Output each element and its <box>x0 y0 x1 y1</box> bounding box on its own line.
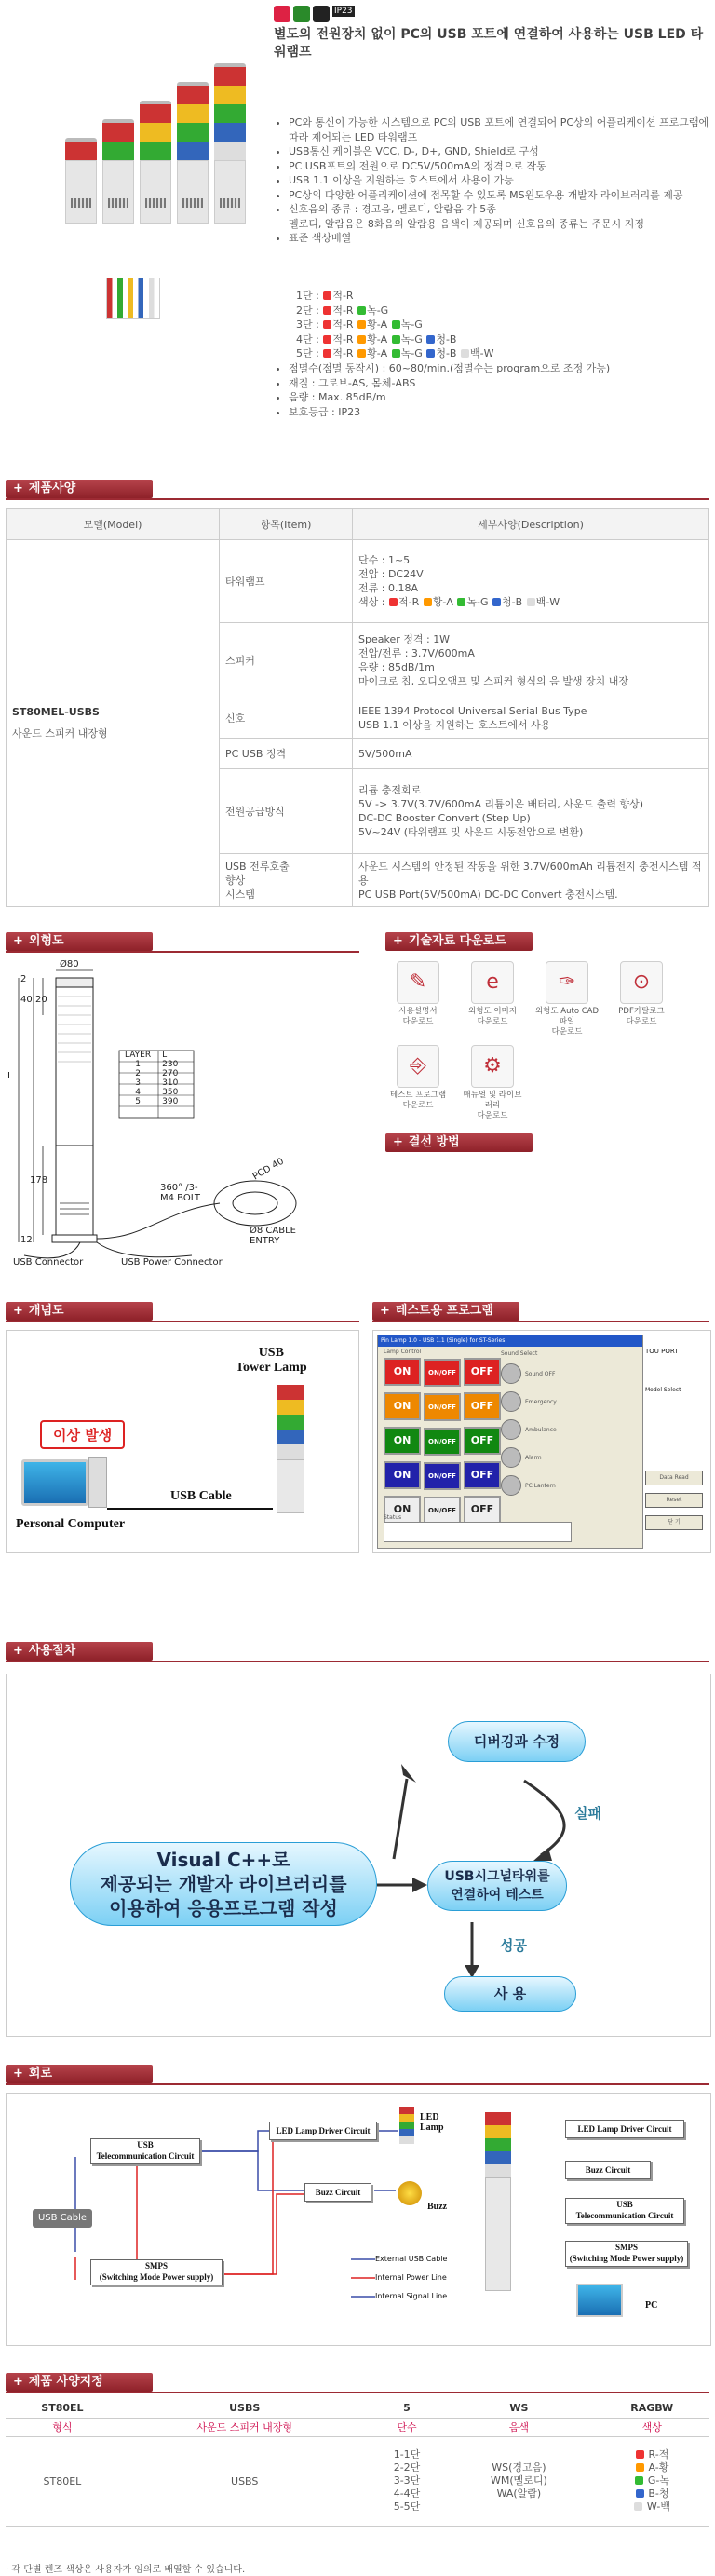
feature-item: • USB통신 케이블은 VCC, D-, D+, GND, Shield로 구성 <box>289 144 715 159</box>
buzz-box: Buzz Circuit <box>304 2183 371 2202</box>
download-label[interactable]: 테스트 프로그램 다운로드 <box>389 1091 447 1110</box>
right-pc-label: PC <box>645 2300 658 2311</box>
off-button[interactable]: OFF <box>464 1496 501 1524</box>
feature-item: • PC USB포트의 전원으로 DC5V/500mA의 정격으로 작동 <box>289 159 715 174</box>
right-buzz-box: Buzz Circuit <box>565 2161 651 2179</box>
color-tier-row <box>296 332 493 347</box>
color-swatch-icon <box>635 2476 643 2485</box>
legend-internal-power: Internal Power Line <box>375 2273 447 2282</box>
download-item[interactable] <box>385 961 451 1027</box>
download-item[interactable] <box>460 961 525 1027</box>
color-label: B-청 <box>644 2488 669 2500</box>
color-label: 적-R <box>332 290 354 302</box>
layer-cell: 390 <box>162 1097 179 1106</box>
section-header-testprog: + 테스트용 프로그램 <box>372 1302 519 1321</box>
on-button[interactable]: ON <box>384 1496 421 1524</box>
usb-cable-box: USB Cable <box>33 2209 92 2228</box>
color-label: 백-W <box>469 347 494 359</box>
color-swatch-icon <box>392 349 400 358</box>
color-swatch-icon <box>323 320 331 329</box>
usb-tower-label: USB Tower Lamp <box>236 1346 307 1375</box>
color-label: 청-B <box>501 596 526 608</box>
download-item[interactable] <box>609 961 674 1027</box>
download-label[interactable]: PDF카탈로그 다운로드 <box>618 1007 665 1026</box>
pc-label: Personal Computer <box>16 1517 126 1531</box>
right-usb-comm-box: USB Telecommunication Circuit <box>565 2198 684 2224</box>
layer-header: LAYER <box>125 1051 152 1060</box>
led-lamp-icon <box>399 2107 414 2144</box>
sound-label: PC Lantern <box>525 1482 556 1489</box>
download-icon[interactable]: e <box>471 961 514 1004</box>
color-tier-row <box>296 318 493 332</box>
speaker-icon[interactable] <box>501 1475 521 1496</box>
usb-cable-label: USB Cable <box>170 1489 232 1503</box>
layer-cell: 1 <box>135 1060 141 1069</box>
debug-step: 디버깅과 수정 <box>448 1721 586 1762</box>
spec-desc: 리튬 충전회로 5V -> 3.7V(3.7V/600mA 리튬이온 배터리, 사운드 출력 향상) DC-DC Booster Convert (Step Up) 5V~24V (타워램프 및 사운드 시동전압으로 변환) <box>353 769 709 854</box>
color-label: 녹-G <box>367 304 389 317</box>
layer-cell: 2 <box>135 1069 141 1078</box>
lamp-row <box>384 1392 504 1421</box>
color-swatch-icon <box>527 598 535 606</box>
close-button[interactable]: 닫 기 <box>645 1515 703 1530</box>
right-pc-icon <box>576 2284 623 2317</box>
success-label: 성공 <box>500 1937 527 1954</box>
onoff-button[interactable]: ON/OFF <box>424 1462 461 1490</box>
dim-178: 178 <box>30 1175 48 1186</box>
right-tower-icon <box>485 2112 511 2291</box>
color-label: 녹-G <box>400 332 426 346</box>
color-swatch-icon <box>636 2463 644 2472</box>
speaker-icon[interactable] <box>501 1363 521 1384</box>
onoff-button[interactable]: ON/OFF <box>424 1393 461 1421</box>
section-divider <box>372 1321 709 1322</box>
use-step: 사 용 <box>444 1976 576 2012</box>
sound-option[interactable] <box>501 1416 557 1444</box>
color-swatch-icon <box>392 320 400 329</box>
color-option <box>595 2448 708 2461</box>
download-icon[interactable]: ⊙ <box>620 961 663 1004</box>
sel-head-cell: RAGBW <box>594 2399 709 2418</box>
sound-select-label: Sound Select <box>501 1350 538 1357</box>
color-option <box>595 2461 708 2474</box>
sel-sounds <box>443 2436 594 2526</box>
download-icon[interactable]: ✑ <box>546 961 588 1004</box>
feature-item: • 점멸수(점멸 동작시) : 60~80/min.(점멸수는 program으로 조정 가능) <box>289 361 715 376</box>
led-lamp-label: LED Lamp <box>420 2112 444 2133</box>
color-label: W-백 <box>643 2501 670 2513</box>
layer-cell: 5 <box>135 1097 141 1106</box>
feature-item: • 재질 : 그로브-AS, 몸체-ABS <box>289 376 715 391</box>
tou-port-label: TOU PORT <box>645 1348 679 1355</box>
spec-model-cell <box>7 540 220 907</box>
section-header-selection: + 제품 사양지정 <box>6 2373 153 2392</box>
selection-note: · 각 단별 렌즈 색상은 사용자가 임의로 배열할 수 있습니다. <box>6 2565 246 2575</box>
section-header-download: + 기술자료 다운로드 <box>385 932 533 951</box>
section-divider <box>6 2392 709 2393</box>
layer-table <box>119 1051 183 1106</box>
sel-label-cell: 색상 <box>594 2418 709 2436</box>
sel-head-cell: 5 <box>371 2399 444 2418</box>
spec-item: 신호 <box>220 698 353 739</box>
color-swatch-icon <box>358 320 366 329</box>
color-tier-row <box>296 289 493 304</box>
off-button[interactable]: OFF <box>464 1427 501 1455</box>
test-window <box>377 1335 643 1549</box>
dim-20: 20 <box>35 995 47 1005</box>
fail-label: 실패 <box>574 1805 601 1822</box>
lamp-row <box>384 1358 504 1387</box>
color-label: 황-A <box>367 347 391 359</box>
color-label: G-녹 <box>644 2474 669 2487</box>
sound-option[interactable] <box>501 1360 557 1388</box>
speaker-icon[interactable] <box>501 1447 521 1468</box>
sound-option[interactable] <box>501 1388 557 1416</box>
section-header-wiring[interactable]: + 결선 방법 <box>385 1133 533 1152</box>
spec-header-item: 항목(Item) <box>220 509 353 540</box>
usb-comm-box: USB Telecommunication Circuit <box>90 2138 200 2164</box>
tier-option: 5-5단 <box>393 2501 421 2513</box>
dim-12: 12 <box>20 1235 33 1245</box>
layer-cell: 4 <box>135 1088 141 1097</box>
sel-label-cell: 음색 <box>443 2418 594 2436</box>
color-tier-row <box>296 304 493 319</box>
color-tier-row <box>296 346 493 361</box>
tier-label: 5단 : <box>296 347 323 359</box>
download-item[interactable] <box>460 1045 525 1121</box>
color-label: 적-R <box>332 304 358 317</box>
dim-phi: Ø80 <box>60 959 79 969</box>
spec-item: 타워램프 <box>220 540 353 623</box>
onoff-button[interactable]: ON/OFF <box>424 1497 461 1525</box>
right-led-driver-box: LED Lamp Driver Circuit <box>565 2120 684 2138</box>
spec-item: 스피커 <box>220 623 353 698</box>
section-divider <box>6 951 359 953</box>
model-select-label: Model Select <box>645 1387 681 1393</box>
alert-badge: 이상 발생 <box>40 1420 125 1449</box>
color-option <box>595 2488 708 2501</box>
sound-label: Sound OFF <box>525 1370 556 1377</box>
feature-item: • 음량 : Max. 85dB/m <box>289 390 715 405</box>
download-label[interactable]: 외형도 이미지 다운로드 <box>468 1007 517 1026</box>
feature-item: • PC와 통신이 가능한 시스템으로 PC의 USB 포트에 연결되어 PC상의 어플리케이션 프로그램에 따라 제어되는 LED 타워램프 <box>289 115 715 144</box>
buzz-label: Buzz <box>427 2202 448 2212</box>
usb-cert-icon <box>313 6 330 22</box>
layer-header: L <box>162 1051 168 1060</box>
section-divider <box>6 2083 709 2085</box>
color-label: 적-R <box>332 319 358 331</box>
feature-item: • 표준 색상배열 <box>289 231 715 246</box>
sound-label: Alarm <box>525 1454 542 1461</box>
color-swatch-icon <box>392 335 400 344</box>
smps-box: SMPS (Switching Mode Power supply) <box>90 2259 223 2285</box>
cable-label: Ø8 CABLE ENTRY <box>250 1226 296 1246</box>
feature-list-2 <box>274 361 715 419</box>
selection-table <box>6 2399 709 2527</box>
product-image <box>65 37 251 224</box>
section-divider <box>6 498 709 500</box>
sel-type: USBS <box>119 2436 371 2526</box>
color-swatch-icon <box>634 2502 642 2511</box>
color-swatch-icon <box>457 598 465 606</box>
color-label: 녹-G <box>466 596 492 608</box>
layer-cell: 350 <box>162 1088 179 1097</box>
download-icon[interactable]: ✎ <box>397 961 439 1004</box>
window-title: Pin Lamp 1.0 - USB 1.1 (Single) for ST-Series <box>378 1335 642 1347</box>
connect-step: USB시그널타워를 연결하여 테스트 <box>427 1861 567 1911</box>
spec-item: USB 전류호출 향상 시스템 <box>220 854 353 907</box>
sound-option[interactable] <box>501 1444 557 1471</box>
feature-item: • PC상의 다양한 어플리케이션에 접목할 수 있도록 MS윈도우용 개발자 라이브러리를 제공 <box>289 188 715 203</box>
tier-option: 4-4단 <box>393 2488 421 2500</box>
lamp-control-rows <box>384 1358 504 1530</box>
sound-icon <box>293 6 310 22</box>
color-swatch-icon <box>358 335 366 344</box>
spec-table <box>6 508 709 907</box>
color-swatch-icon <box>323 291 331 300</box>
on-button[interactable]: ON <box>384 1392 421 1420</box>
sound-rows <box>501 1360 557 1499</box>
concept-tower-icon <box>277 1385 304 1513</box>
color-label: 적-R <box>332 347 358 359</box>
section-header-concept: + 개념도 <box>6 1302 153 1321</box>
pc-tower-icon <box>88 1457 107 1508</box>
cert-logo-icon <box>274 6 290 22</box>
status-label: Status <box>384 1514 402 1521</box>
page-title: 별도의 전원장치 없이 PC의 USB 포트에 연결하여 사용하는 USB LED 타워램프 <box>274 27 704 60</box>
tier-option: 3-3단 <box>393 2474 421 2487</box>
color-swatch-icon <box>426 335 435 344</box>
color-swatch-icon <box>323 335 331 344</box>
layer-cell: 310 <box>162 1078 179 1088</box>
layer-cell: 270 <box>162 1069 179 1078</box>
on-button[interactable]: ON <box>384 1427 421 1455</box>
legend-external-usb: External USB Cable <box>375 2255 448 2263</box>
color-swatch-icon <box>636 2450 644 2459</box>
test-program-window <box>372 1330 711 1553</box>
section-header-dimension: + 외형도 <box>6 932 153 951</box>
tier-option: 1-1단 <box>393 2448 421 2461</box>
color-label: 황-A <box>432 596 457 608</box>
concept-diagram <box>6 1330 359 1553</box>
feature-item: • 보호등급 : IP23 <box>289 405 715 420</box>
tier-label: 2단 : <box>296 304 323 317</box>
color-arrangement <box>296 289 493 361</box>
tier-option: 2-2단 <box>393 2461 421 2474</box>
sel-model: ST80EL <box>6 2436 119 2526</box>
sel-label-cell: 형식 <box>6 2418 119 2436</box>
sel-head-cell: USBS <box>119 2399 371 2418</box>
off-button[interactable]: OFF <box>464 1392 501 1420</box>
download-label[interactable]: 매뉴얼 및 라이브러리 다운로드 <box>463 1091 522 1120</box>
color-swatch-icon <box>358 349 366 358</box>
download-label[interactable]: 외형도 Auto CAD파일 다운로드 <box>534 1007 600 1037</box>
color-label: 녹-G <box>400 347 426 359</box>
spec-desc: Speaker 정격 : 1W 전압/전류 : 3.7V/600mA 음량 : 85dB/1m 마이크로 칩, 오디오앰프 및 스피커 형식의 음 발생 장치 내장 <box>353 623 709 698</box>
sel-tiers <box>371 2436 444 2526</box>
spec-desc: 단수 : 1~5 전압 : DC24V 전류 : 0.18A 색상 : 적-R 황-A 녹-G 청-B 백-W <box>353 540 709 623</box>
onoff-button[interactable]: ON/OFF <box>424 1359 461 1387</box>
color-label: 백-W <box>535 596 560 608</box>
sound-label: Ambulance <box>525 1426 557 1433</box>
status-box <box>384 1522 572 1542</box>
tier-label: 3단 : <box>296 319 323 331</box>
lamp-row <box>384 1461 504 1490</box>
onoff-button[interactable]: ON/OFF <box>424 1428 461 1456</box>
spec-header-desc: 세부사양(Description) <box>353 509 709 540</box>
dim-40: 40 <box>20 995 33 1005</box>
download-icon[interactable]: ⚙ <box>471 1045 514 1088</box>
bolt-label: 360° /3- M4 BOLT <box>160 1183 201 1203</box>
spec-header-model: 모델(Model) <box>7 509 220 540</box>
feature-item: • 신호음의 종류 : 경고음, 멜로디, 알람음 각 5종 멜로디, 알람음은 8화음의 알람용 음색이 제공되며 신호음의 종류는 주문시 지정 <box>289 202 715 231</box>
section-header-spec: + 제품사양 <box>6 480 153 498</box>
color-swatch-icon <box>358 306 366 315</box>
sound-type: WS(경고음) <box>492 2461 546 2474</box>
color-label: A-황 <box>645 2461 669 2474</box>
tier-label: 1단 : <box>296 290 323 302</box>
spec-desc: 사운드 시스템의 안정된 작동을 위한 3.7V/600mAh 리튬전지 충전시스템 적용 PC USB Port(5V/500mA) DC-DC Convert 충전시스템. <box>353 854 709 907</box>
color-label: 적-R <box>332 332 358 346</box>
color-label: 적-R <box>398 596 423 608</box>
sel-colors <box>594 2436 709 2526</box>
lamp-row <box>384 1496 504 1525</box>
section-header-procedure: + 사용절차 <box>6 1642 153 1661</box>
sound-label: Emergency <box>525 1398 557 1405</box>
download-item[interactable] <box>385 1045 451 1111</box>
spec-item: PC USB 정격 <box>220 739 353 769</box>
sel-label-cell: 단수 <box>371 2418 444 2436</box>
spec-model: ST80MEL-USBS <box>12 706 100 718</box>
sel-label-cell: 사운드 스피커 내장형 <box>119 2418 371 2436</box>
speaker-icon[interactable] <box>501 1419 521 1440</box>
led-driver-box: LED Lamp Driver Circuit <box>269 2122 377 2140</box>
sound-type: WM(멜로디) <box>491 2474 547 2487</box>
sound-option[interactable] <box>501 1471 557 1499</box>
ip23-badge: IP23 <box>334 7 353 16</box>
procedure-diagram <box>6 1674 711 2037</box>
feature-list <box>274 115 715 246</box>
off-button[interactable]: OFF <box>464 1358 501 1386</box>
color-swatch-icon <box>492 598 501 606</box>
sel-head-cell: WS <box>443 2399 594 2418</box>
product-thumbnail[interactable] <box>106 278 160 319</box>
lamp-row <box>384 1427 504 1456</box>
spec-desc: IEEE 1394 Protocol Universal Serial Bus Type USB 1.1 이상을 지원하는 호스트에서 사용 <box>353 698 709 739</box>
color-label: 녹-G <box>400 319 423 331</box>
usb-connector-label: USB Connector <box>13 1257 84 1268</box>
start-step: Visual C++로 제공되는 개발자 라이브러리를 이용하여 응용프로그램 작성 <box>70 1842 377 1926</box>
reset-button[interactable]: Reset <box>645 1493 703 1508</box>
on-button[interactable]: ON <box>384 1358 421 1386</box>
download-item[interactable] <box>534 961 600 1037</box>
buzz-icon <box>398 2181 422 2205</box>
color-swatch-icon <box>461 349 469 358</box>
sound-type: WA(알람) <box>496 2488 542 2500</box>
dim-L: L <box>7 1071 13 1081</box>
color-swatch-icon <box>389 598 398 606</box>
pcd-label: PCD 40 <box>250 1156 286 1183</box>
speaker-icon[interactable] <box>501 1391 521 1412</box>
color-swatch-icon <box>323 306 331 315</box>
color-option <box>595 2474 708 2488</box>
off-button[interactable]: OFF <box>464 1461 501 1489</box>
spec-item: 전원공급방식 <box>220 769 353 854</box>
usb-power-label: USB Power Connector <box>121 1257 223 1268</box>
dimension-drawing <box>6 959 359 1271</box>
lamp-control-label: Lamp Control <box>384 1349 422 1355</box>
sel-head-cell: ST80EL <box>6 2399 119 2418</box>
section-divider <box>6 1661 709 1662</box>
usb-cable-line <box>107 1508 273 1510</box>
legend-internal-signal: Internal Signal Line <box>375 2292 448 2300</box>
color-swatch-icon <box>426 349 435 358</box>
layer-cell: 3 <box>135 1078 141 1088</box>
dim-2: 2 <box>20 974 27 984</box>
right-smps-box: SMPS (Switching Mode Power supply) <box>565 2241 688 2267</box>
color-label: R-적 <box>645 2448 669 2461</box>
download-icon[interactable]: ⎆ <box>397 1045 439 1088</box>
spec-desc: 5V/500mA <box>353 739 709 769</box>
feature-item: • USB 1.1 이상을 지원하는 호스트에서 사용이 가능 <box>289 173 715 188</box>
tier-label: 4단 : <box>296 332 323 346</box>
color-label: 청-B <box>436 347 460 359</box>
color-label: 황-A <box>367 332 391 346</box>
color-label: 황-A <box>367 319 391 331</box>
spec-model-sub: 사운드 스피커 내장형 <box>12 727 108 739</box>
section-header-circuit: + 회로 <box>6 2065 153 2083</box>
circuit-diagram <box>6 2093 711 2346</box>
color-label: 청-B <box>436 332 457 346</box>
color-swatch-icon <box>424 598 432 606</box>
pc-icon <box>21 1459 88 1506</box>
section-divider <box>6 1321 359 1322</box>
layer-cell: 230 <box>162 1060 179 1069</box>
color-swatch-icon <box>323 349 331 358</box>
data-read-button[interactable]: Data Read <box>645 1471 703 1485</box>
download-label[interactable]: 사용설명서 다운로드 <box>398 1007 438 1026</box>
color-swatch-icon <box>636 2489 644 2498</box>
color-option <box>595 2501 708 2514</box>
on-button[interactable]: ON <box>384 1461 421 1489</box>
